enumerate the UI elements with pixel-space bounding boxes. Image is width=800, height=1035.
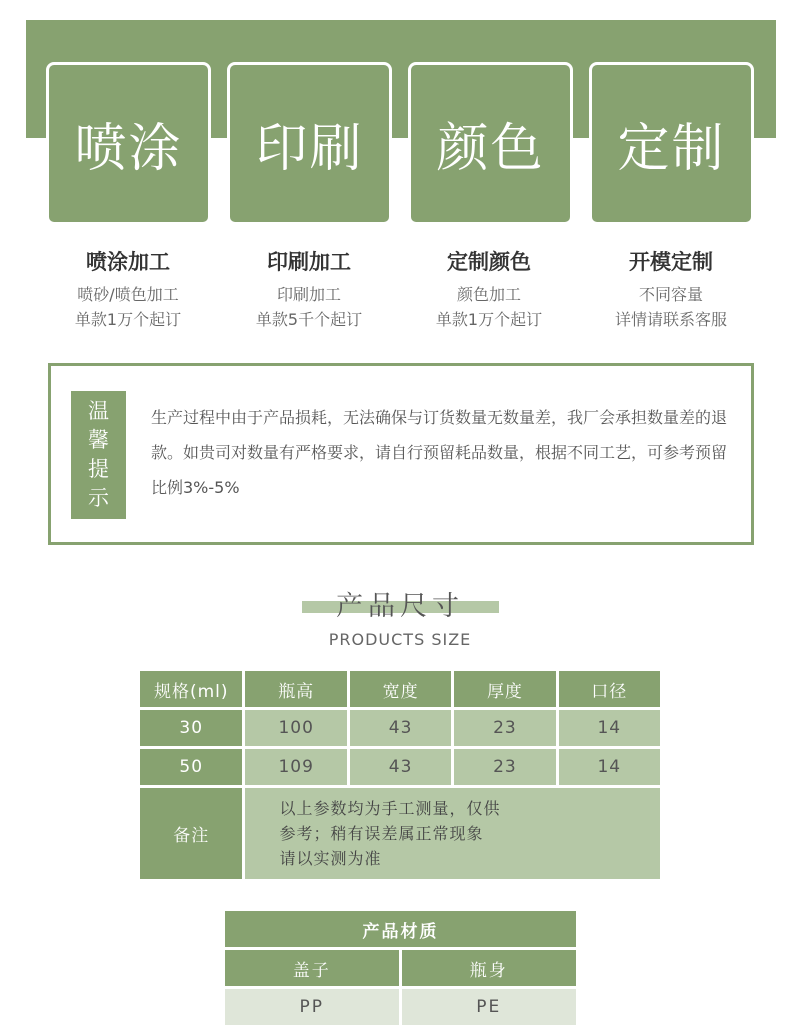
- note-line: 以上参数均为手工测量，仅供: [279, 799, 501, 818]
- size-spec-cell: 30: [139, 709, 244, 748]
- tile-color: [408, 62, 573, 225]
- tile-color-text: 颜色: [436, 119, 545, 179]
- material-value: PP: [224, 988, 401, 1027]
- material-table-title: 产品材质: [224, 910, 578, 949]
- tile-print-text: 印刷: [255, 119, 364, 179]
- size-table-header-row: [139, 670, 662, 709]
- size-section-subtitle: PRODUCTS SIZE: [328, 630, 472, 649]
- size-cell: 43: [348, 748, 452, 787]
- notice-badge-char: 温: [88, 399, 109, 423]
- size-cell: 14: [557, 709, 661, 748]
- service-line: 不同容量: [638, 285, 703, 304]
- table-row: [139, 709, 662, 748]
- service-line: 单款5千个起订: [255, 310, 363, 329]
- size-table-header: 厚度: [453, 670, 557, 709]
- material-value-row: [224, 988, 578, 1027]
- notice-badge-char: 提: [88, 457, 109, 481]
- note-row: [139, 787, 662, 881]
- material-title-row: [224, 910, 578, 949]
- table-row: [139, 748, 662, 787]
- tile-spray-text: 喷涂: [74, 119, 183, 179]
- service-title: 定制颜色: [447, 250, 531, 274]
- material-header: 盖子: [224, 949, 401, 988]
- notice-badge-char: 馨: [88, 428, 109, 452]
- material-header-row: [224, 949, 578, 988]
- notice-badge-char: 示: [88, 486, 109, 510]
- size-table-header: 口径: [557, 670, 661, 709]
- service-line: 颜色加工: [456, 285, 521, 304]
- service-line: 单款1万个起订: [435, 310, 543, 329]
- material-value: PE: [400, 988, 578, 1027]
- notice-badge: [71, 391, 126, 519]
- service-custom: [581, 248, 761, 332]
- tile-custom-text: 定制: [617, 119, 726, 179]
- service-title: 开模定制: [629, 250, 713, 274]
- service-color: [399, 248, 579, 332]
- service-line: 印刷加工: [276, 285, 341, 304]
- service-print: [219, 248, 399, 332]
- size-section-title: 产品尺寸: [336, 591, 464, 622]
- note-line: 请以实测为准: [279, 849, 382, 868]
- service-title: 喷涂加工: [86, 250, 170, 274]
- service-spray: [38, 248, 218, 332]
- size-cell: 43: [348, 709, 452, 748]
- material-header: 瓶身: [400, 949, 578, 988]
- tile-spray: [46, 62, 211, 225]
- size-table-header: 宽度: [348, 670, 452, 709]
- notice-text: 生产过程中由于产品损耗，无法确保与订货数量无数量差，我厂会承担数量差的退款。如贵司对数量有严格要求，请自行预留耗品数量，根据不同工艺，可参考预留比例3%-5%: [151, 408, 728, 497]
- size-cell: 14: [557, 748, 661, 787]
- size-cell: 23: [453, 709, 557, 748]
- service-line: 单款1万个起订: [74, 310, 182, 329]
- material-table: [222, 908, 579, 1028]
- size-cell: 23: [453, 748, 557, 787]
- size-spec-cell: 50: [139, 748, 244, 787]
- service-line: 详情请联系客服: [614, 310, 727, 329]
- tile-print: [227, 62, 392, 225]
- size-table: [137, 668, 663, 882]
- size-section-heading: [0, 590, 800, 624]
- service-line: 喷砂/喷色加工: [77, 285, 179, 304]
- size-cell: 100: [244, 709, 348, 748]
- note-content: [244, 787, 662, 881]
- note-label: 备注: [139, 787, 244, 881]
- notice-box: [48, 363, 754, 545]
- tile-custom: [589, 62, 754, 225]
- note-line: 参考；稍有误差属正常现象: [279, 824, 484, 843]
- service-title: 印刷加工: [267, 250, 351, 274]
- size-table-header: 瓶高: [244, 670, 348, 709]
- size-table-header: 规格(ml): [139, 670, 244, 709]
- size-cell: 109: [244, 748, 348, 787]
